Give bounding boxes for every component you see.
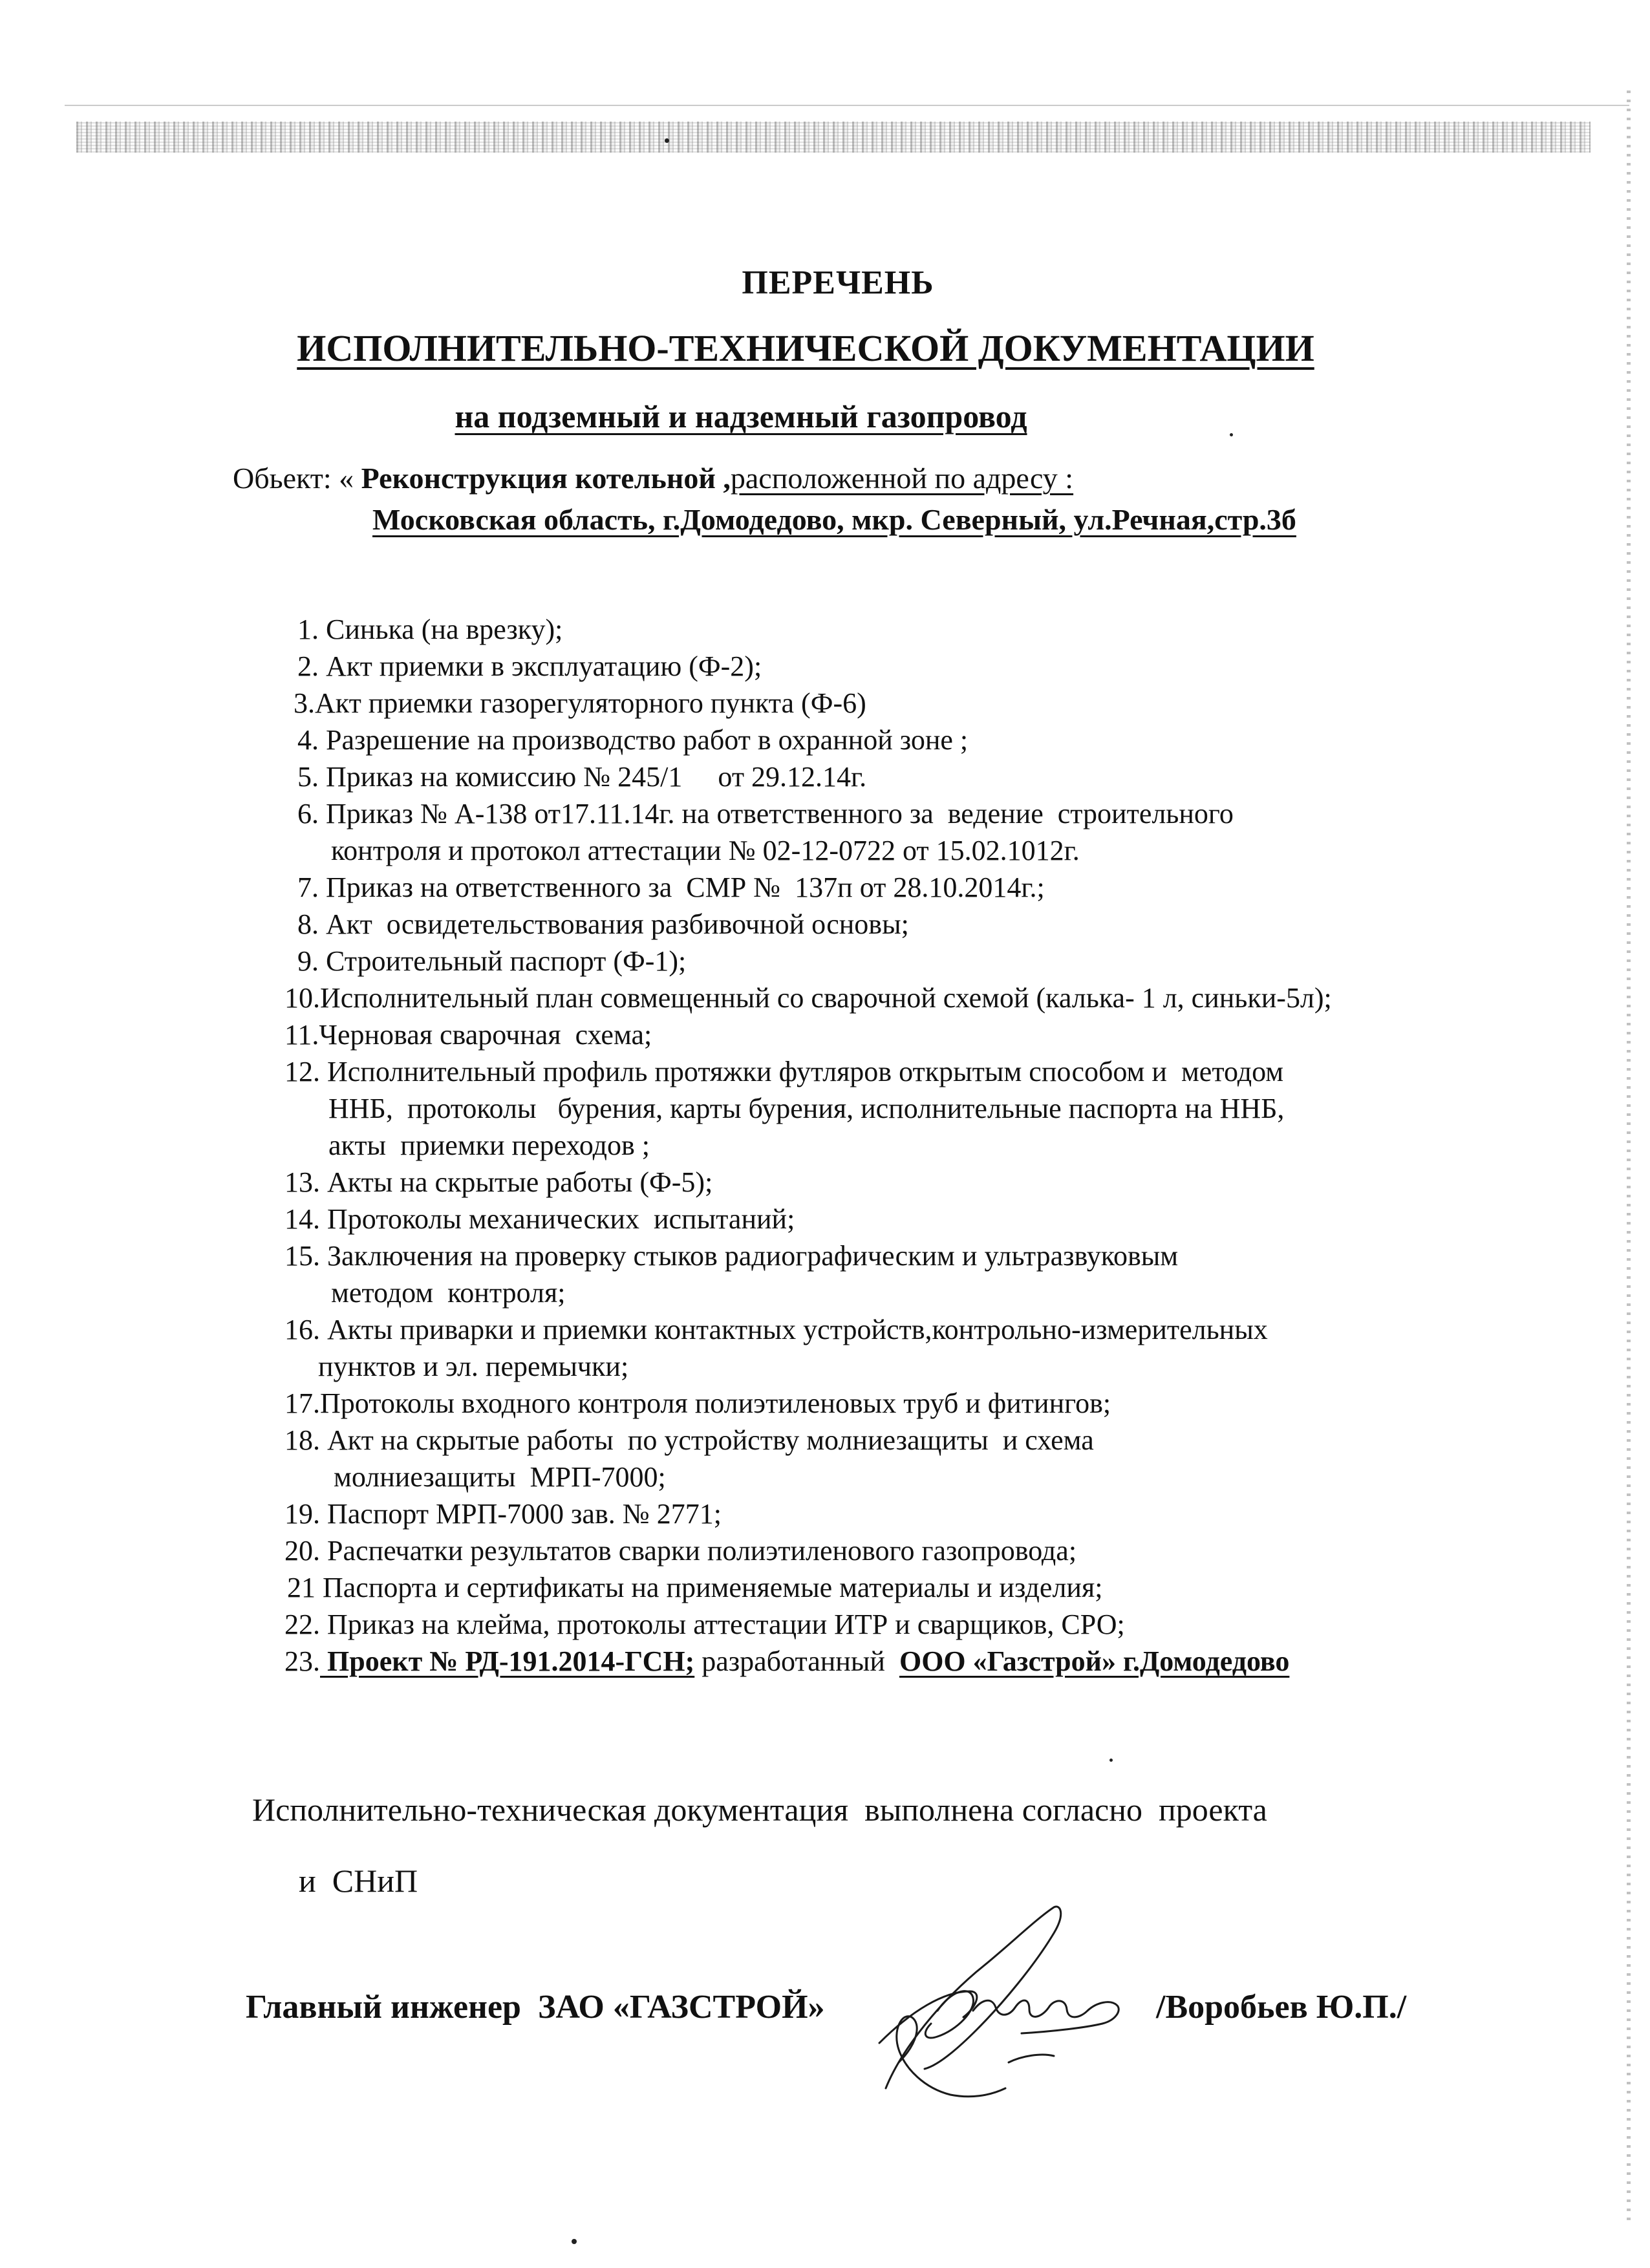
item-number: 9. [297, 945, 319, 977]
item-text: Акт освидетельствования разбивочной основы; [326, 908, 909, 940]
item-text: Разрешение на производство работ в охранной зоне ; [326, 724, 969, 756]
object-line [233, 461, 1073, 495]
list-item-continuation [284, 1090, 1332, 1127]
item-number: 19. [284, 1498, 320, 1530]
item-number: 14. [284, 1203, 320, 1235]
item-text: Акты на скрытые работы (Ф-5); [327, 1166, 713, 1198]
item-text: молниезащиты МРП-7000; [334, 1461, 666, 1493]
list-item [284, 795, 1332, 832]
item-number: 5. [297, 761, 319, 793]
list-item [284, 648, 1332, 685]
list-item [284, 869, 1332, 906]
list-item-continuation [284, 832, 1332, 869]
list-item [284, 685, 1332, 722]
scan-speck [572, 2239, 577, 2244]
signature-stroke [879, 1991, 977, 2043]
item-text: Акт приемки газорегуляторного пункта (Ф-6) [315, 687, 866, 719]
doc-title: ПЕРЕЧЕНЬ [742, 264, 934, 301]
list-item [284, 1164, 1332, 1201]
scan-speck [1109, 1759, 1113, 1762]
item-text: Приказ № А-138 от17.11.14г. на ответственного за ведение строительного [326, 798, 1234, 829]
list-item [284, 1311, 1332, 1348]
list-item [284, 1422, 1332, 1459]
item-number: 6. [297, 798, 319, 829]
item-text: контроля и протокол аттестации № 02-12-0722 от 15.02.1012г. [331, 835, 1080, 866]
item-text: Приказ на комиссию № 245/1 от 29.12.14г. [326, 761, 867, 793]
item-text: Исполнительный профиль протяжки футляров открытым способом и методом [327, 1056, 1284, 1087]
signer-name: /Воробьев Ю.П./ [1156, 1989, 1407, 2026]
scan-noise-strip [76, 122, 1591, 153]
item-text: акты приемки переходов ; [328, 1129, 650, 1161]
list-item [284, 1385, 1332, 1422]
item-number: 23. [284, 1645, 320, 1677]
list-item-continuation [284, 1274, 1332, 1311]
item-text: Черновая сварочная схема; [319, 1019, 652, 1051]
list-item [284, 1643, 1332, 1680]
list-item [284, 1532, 1332, 1569]
item-text: ННБ, протоколы бурения, карты бурения, исполнительные паспорта на ННБ, [328, 1093, 1285, 1124]
object-location-label: расположенной по адресу : [730, 462, 1074, 495]
item-text: методом контроля; [331, 1277, 566, 1309]
doc-subject: на подземный и надземный газопровод [455, 398, 1027, 434]
signature-stroke [1009, 2055, 1054, 2062]
object-address-line [226, 502, 1296, 537]
closing-statement-cont: и СНиП [299, 1863, 418, 1899]
item-number: 12. [284, 1056, 320, 1087]
item-number: 15. [284, 1240, 320, 1272]
item-number: 11. [284, 1019, 319, 1051]
signature-stroke [973, 2000, 1119, 2033]
item-text: Протоколы механических испытаний; [327, 1203, 795, 1235]
list-item [284, 611, 1332, 648]
item-number: 16. [284, 1314, 320, 1345]
list-item [284, 1201, 1332, 1237]
item-number: 20. [284, 1535, 320, 1567]
item-text: Акт на скрытые работы по устройству молниезащиты и схема [327, 1424, 1094, 1456]
item-text: Исполнительный план совмещенный со сварочной схемой (калька- 1 л, синьки-5л); [320, 982, 1332, 1014]
list-item [284, 1053, 1332, 1090]
item-number: 21 [287, 1572, 316, 1603]
list-item [284, 906, 1332, 943]
item-text: Протоколы входного контроля полиэтиленовых труб и фитингов; [320, 1387, 1111, 1419]
handwritten-signature [860, 1894, 1131, 2108]
item-text: Синька (на врезку); [326, 614, 563, 645]
item-number: 17. [284, 1387, 320, 1419]
signer-title: Главный инженер ЗАО «ГАЗСТРОЙ» [246, 1989, 825, 2026]
documents-list [284, 611, 1332, 1680]
scan-speck [665, 138, 669, 143]
item-text: Приказ на клейма, протоколы аттестации ИТР и сварщиков, СРО; [327, 1609, 1125, 1640]
list-item-continuation [284, 1127, 1332, 1164]
scan-edge-marks [1627, 91, 1631, 2224]
doc-subtitle: ИСПОЛНИТЕЛЬНО-ТЕХНИЧЕСКОЙ ДОКУМЕНТАЦИИ [297, 327, 1314, 369]
address-underline-pad [226, 502, 372, 537]
item-text: Заключения на проверку стыков радиографическим и ультразвуковым [327, 1240, 1179, 1272]
item-number: 13. [284, 1166, 320, 1198]
list-item [284, 1606, 1332, 1643]
item-text: Распечатки результатов сварки полиэтиленового газопровода; [327, 1535, 1077, 1567]
list-item-continuation [284, 1348, 1332, 1385]
item-number: 3. [294, 687, 315, 719]
item-number: 18. [284, 1424, 320, 1456]
project-reference [320, 1645, 694, 1677]
scan-border-line [65, 105, 1629, 106]
item-text: разработанный [694, 1645, 899, 1677]
project-organization: ООО «Газстрой» г.Домодедово [899, 1645, 1290, 1677]
list-item [284, 1569, 1332, 1606]
list-item [284, 1495, 1332, 1532]
item-number: 4. [297, 724, 319, 756]
item-text: Паспорт МРП-7000 зав. № 2771; [327, 1498, 722, 1530]
item-number: 8. [297, 908, 319, 940]
list-item [284, 722, 1332, 758]
item-text: Акты приварки и приемки контактных устройств,контрольно-измерительных [327, 1314, 1268, 1345]
object-name: Реконструкция котельной , [361, 462, 731, 495]
list-item [284, 758, 1332, 795]
item-text: пунктов и эл. перемычки; [318, 1351, 629, 1382]
list-item [284, 979, 1332, 1016]
signature-stroke [897, 2017, 1005, 2097]
list-item [284, 1237, 1332, 1274]
closing-statement: Исполнительно-техническая документация выполнена согласно проекта [252, 1792, 1267, 1828]
item-text: Строительный паспорт (Ф-1); [326, 945, 687, 977]
item-number: 1. [297, 614, 319, 645]
object-address: Московская область, г.Домодедово, мкр. Северный, ул.Речная,стр.3б [372, 503, 1296, 536]
project-number: Проект № РД-191.2014-ГСН; [327, 1645, 695, 1677]
item-number: 10. [284, 982, 320, 1014]
list-item [284, 1016, 1332, 1053]
item-number: 7. [297, 872, 319, 903]
item-number: 2. [297, 650, 319, 682]
list-item-continuation [284, 1459, 1332, 1495]
item-number: 22. [284, 1609, 320, 1640]
item-text: Приказ на ответственного за СМР № 137п от 28.10.2014г.; [326, 872, 1045, 903]
scan-speck [1230, 433, 1233, 436]
object-label: Обьект: « [233, 462, 361, 495]
item-text: Паспорта и сертификаты на применяемые материалы и изделия; [323, 1572, 1103, 1603]
list-item [284, 943, 1332, 979]
item-text: Акт приемки в эксплуатацию (Ф-2); [326, 650, 762, 682]
